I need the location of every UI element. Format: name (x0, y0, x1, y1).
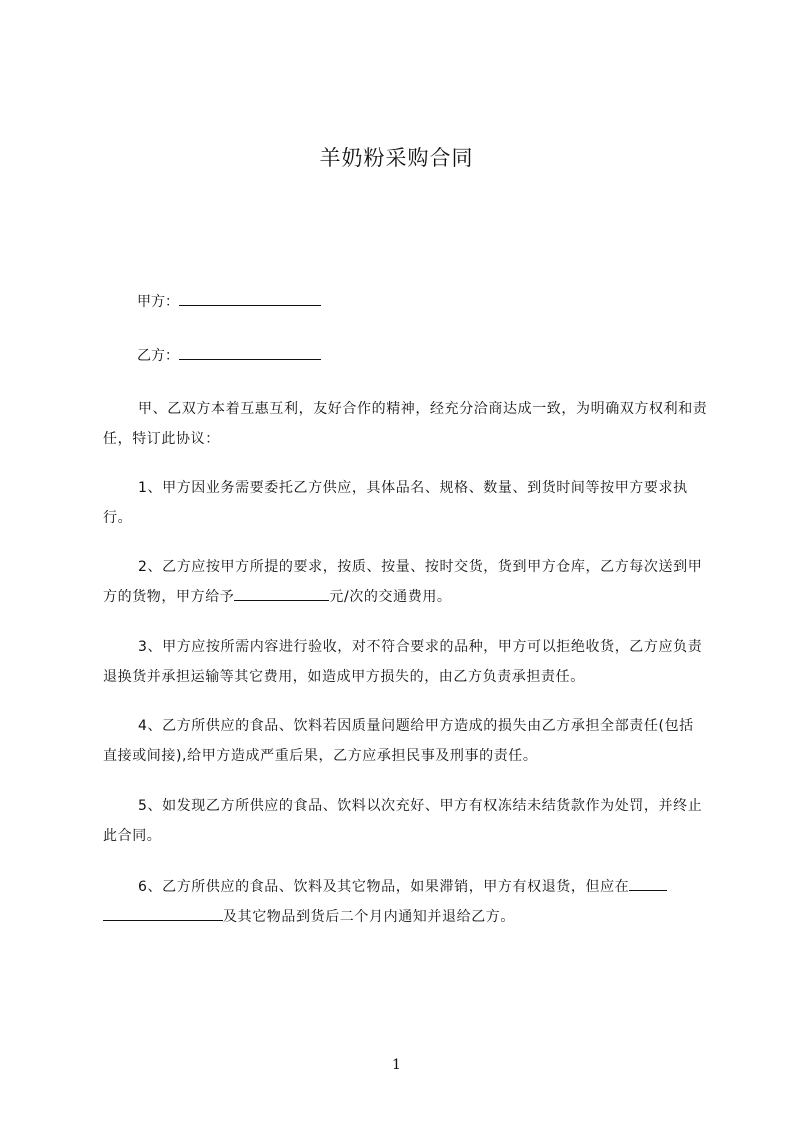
party-a-blank (179, 290, 321, 306)
clause-2-text-before: 2、乙方应按甲方所提的要求，按质、按量、按时交货，货到甲方仓库，乙方每次送到甲方的货物，甲方给予 (103, 559, 703, 605)
clause-4: 4、乙方所供应的食品、饮料若因质量问题给甲方造成的损失由乙方承担全部责任(包括直接或间接),给甲方造成严重后果，乙方应承担民事及刑事的责任。 (103, 718, 694, 764)
clause-2-text-after: 元/次的交通费用。 (329, 589, 452, 605)
party-b-line (137, 344, 321, 366)
page-number: 1 (392, 1057, 401, 1073)
intro-paragraph: 甲、乙双方本着互惠互利，友好合作的精神，经充分洽商达成一致，为明确双方权利和责任，特订此协议： (103, 401, 708, 447)
clause-2 (103, 552, 708, 612)
clause-3: 3、甲方应按所需内容进行验收，对不符合要求的品种，甲方可以拒绝收货，乙方应负责退换货并承担运输等其它费用，如造成甲方损失的，由乙方负责承担责任。 (103, 639, 703, 685)
clause-6-text-after: 及其它物品到货后二个月内通知并退给乙方。 (223, 909, 515, 925)
clause-6 (103, 872, 708, 932)
clause-5: 5、如发现乙方所供应的食品、饮料以次充好、甲方有权冻结未结货款作为处罚，并终止此合同。 (103, 798, 703, 844)
return-time-blank-1 (629, 875, 667, 891)
clause-1: 1、甲方因业务需要委托乙方供应，具体品名、规格、数量、到货时间等按甲方要求执行。 (103, 480, 688, 526)
clause-6-text-before: 6、乙方所供应的食品、饮料及其它物品，如果滞销，甲方有权退货，但应在 (138, 879, 630, 895)
party-a-label: 甲方： (137, 294, 179, 310)
return-time-blank-2 (103, 905, 223, 921)
fee-blank (234, 585, 329, 601)
party-a-line (137, 290, 321, 312)
document-title: 羊奶粉采购合同 (319, 146, 474, 170)
party-b-blank (179, 344, 321, 360)
party-b-label: 乙方： (137, 348, 179, 364)
